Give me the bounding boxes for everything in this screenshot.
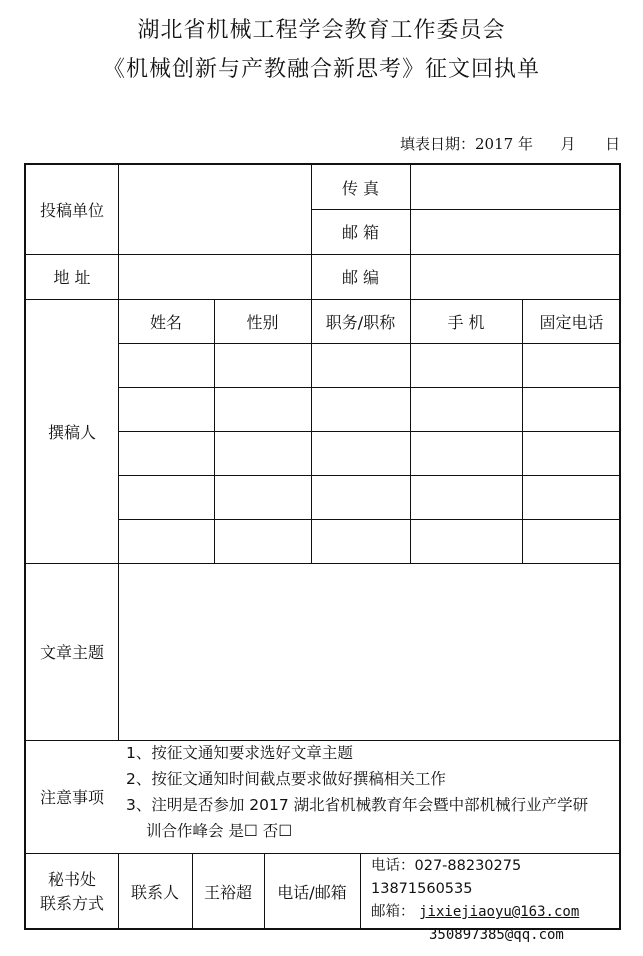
topic-label: 文章主题	[39, 643, 104, 662]
fill-date	[400, 133, 620, 154]
author-column-gender: 性别	[246, 312, 279, 332]
note-item: 1、按征文通知要求选好文章主题	[126, 744, 353, 762]
contact-email-secondary[interactable]: 350897385@qq.com	[429, 927, 564, 943]
contact-phone: 电话：027-88230275 13871560535	[371, 858, 522, 897]
contact-person-label: 联系人	[130, 883, 179, 902]
postcode-label: 邮 编	[341, 268, 380, 287]
author-column-name: 姓名	[149, 312, 182, 332]
fax-label: 传 真	[341, 178, 380, 198]
contact-email-prefix: 邮箱：	[371, 904, 415, 920]
notes-label: 注意事项	[39, 788, 104, 807]
submission-form	[24, 163, 621, 943]
secretariat-label	[26, 853, 118, 930]
secretariat-label-line1: 秘书处	[47, 869, 96, 889]
address-label: 地 址	[53, 268, 91, 287]
submit-unit-label: 投稿单位	[39, 201, 104, 220]
secretariat-label-line2: 联系方式	[39, 893, 104, 913]
contact-details	[371, 855, 619, 947]
note-item: 2、按征文通知时间截点要求做好撰稿相关工作	[126, 770, 446, 788]
note-item: 3、注明是否参加 2017 湖北省机械教育年会暨中部机械行业产学研	[126, 796, 589, 814]
email-label: 邮 箱	[341, 223, 380, 242]
author-column-landline: 固定电话	[539, 312, 604, 332]
contact-email-primary[interactable]: jixiejiaoyu@163.com	[419, 904, 580, 920]
note-item: 训合作峰会 是☐ 否☐	[146, 822, 293, 840]
contact-person-name: 王裕超	[203, 883, 252, 902]
phone-email-label: 电话/邮箱	[277, 883, 347, 902]
author-label: 撰稿人	[47, 422, 96, 442]
contact-email-row	[371, 901, 619, 924]
author-column-title: 职务/职称	[325, 312, 396, 332]
notes-list	[126, 740, 588, 844]
document-title-line1: 湖北省机械工程学会教育工作委员会	[137, 18, 506, 43]
fill-date-month: 月	[560, 135, 576, 153]
author-column-mobile: 手 机	[447, 312, 485, 332]
fill-date-day: 日	[605, 135, 621, 153]
document-title-line2: 《机械创新与产教融合新思考》征文回执单	[102, 57, 540, 82]
fill-date-year: 填表日期：2017 年	[400, 135, 533, 153]
